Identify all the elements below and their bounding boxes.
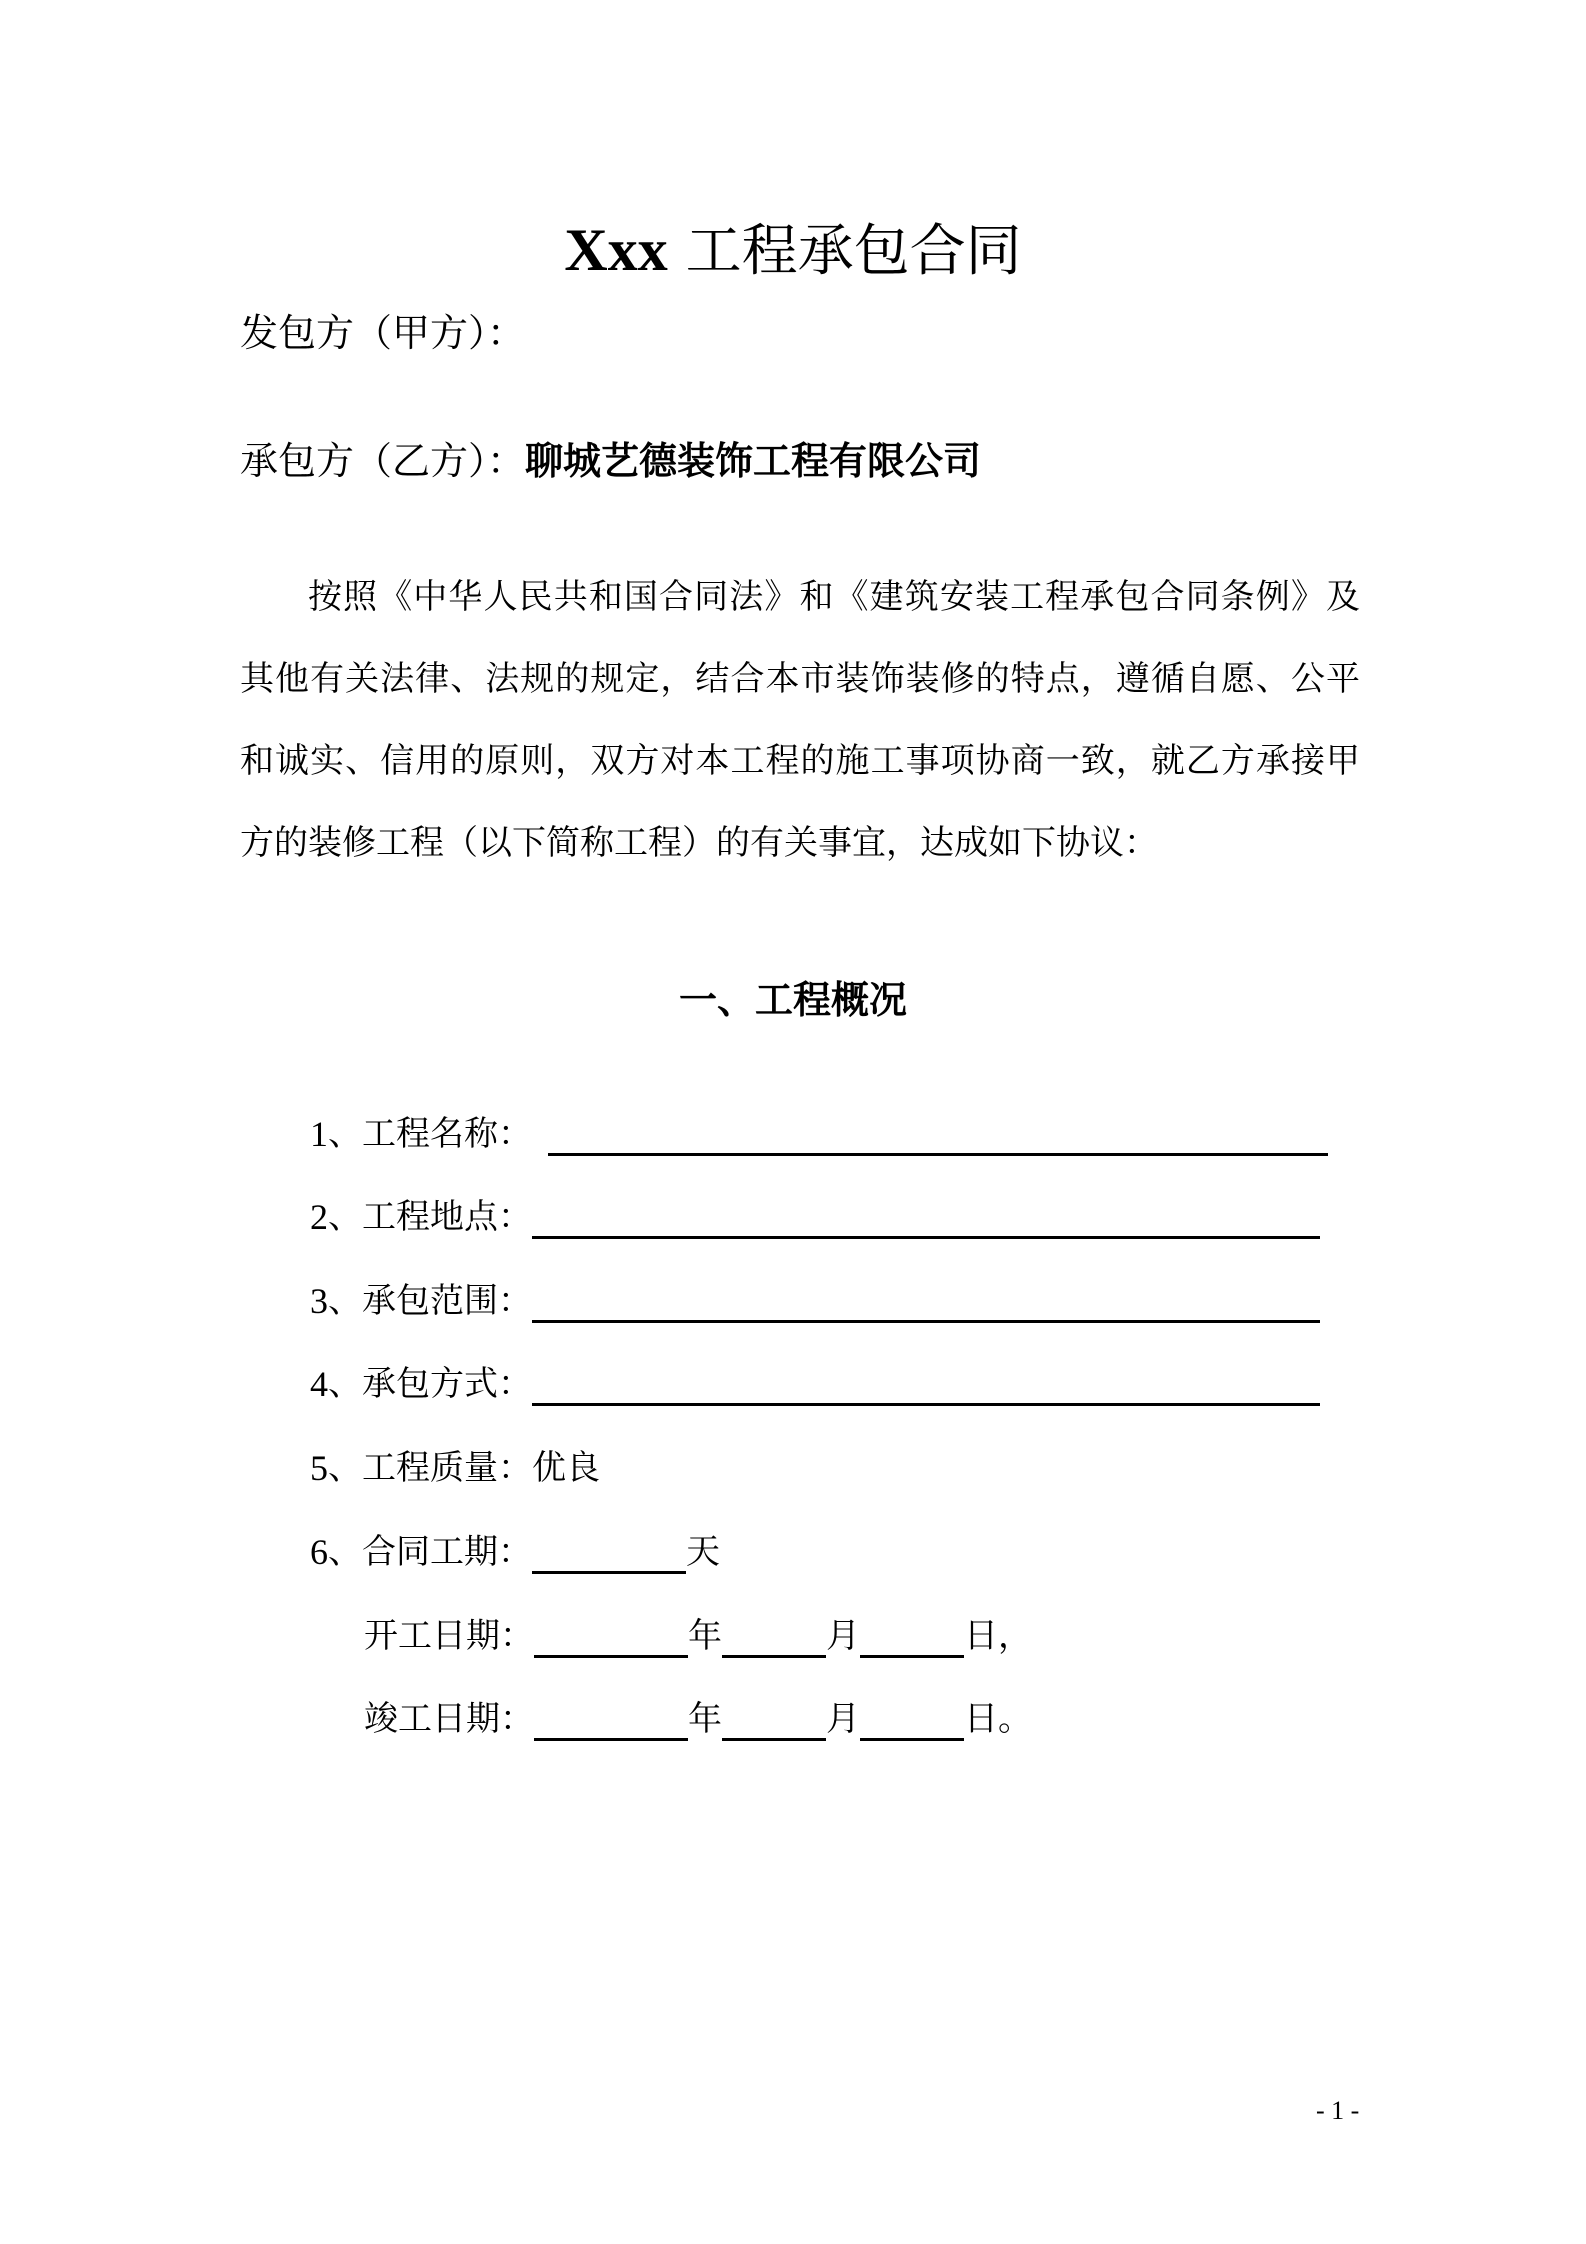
start-year-field[interactable] <box>534 1617 688 1658</box>
item-label: 、承包范围： <box>328 1281 532 1321</box>
month-unit: 月 <box>826 1616 860 1656</box>
item-label: 、工程名称： <box>328 1114 532 1154</box>
party-a-line <box>240 308 525 358</box>
item-project-quality <box>310 1446 600 1490</box>
item-number: 6 <box>310 1532 328 1572</box>
day-unit: 日， <box>964 1616 1032 1656</box>
start-day-field[interactable] <box>860 1617 964 1658</box>
day-unit: 日。 <box>964 1699 1032 1739</box>
item-label: 、工程质量： <box>328 1448 532 1488</box>
title-cn: 工程承包合同 <box>685 219 1022 284</box>
section-heading: 一、工程概况 <box>678 978 907 1022</box>
intro-paragraph: 按照《中华人民共和国合同法》和《建筑安装工程承包合同条例》及其他有关法律、法规的规定，结合本市装饰装修的特点，遵循自愿、公平和诚实、信用的原则，双方对本工程的施工事项协商一致，就乙方承接甲方的装修工程（以下简称工程）的有关事宜，达成如下协议： <box>240 577 1360 863</box>
contract-method-field[interactable] <box>532 1365 1320 1406</box>
item-number: 2 <box>310 1197 328 1237</box>
item-project-location <box>310 1195 1320 1239</box>
document-title <box>0 215 1586 287</box>
item-label: 、合同工期： <box>328 1532 532 1572</box>
party-b-line <box>240 436 981 486</box>
page-number: - 1 - <box>1316 2096 1360 2125</box>
start-date-label: 开工日期： <box>364 1616 534 1656</box>
item-number: 5 <box>310 1448 328 1488</box>
start-date-line <box>364 1614 1032 1658</box>
end-month-field[interactable] <box>722 1700 826 1741</box>
end-day-field[interactable] <box>860 1700 964 1741</box>
party-a-label: 发包方（甲方）： <box>240 311 526 355</box>
month-unit: 月 <box>826 1699 860 1739</box>
project-location-field[interactable] <box>532 1198 1320 1239</box>
end-date-line <box>364 1697 1032 1741</box>
unit-days: 天 <box>686 1532 720 1572</box>
title-latin: Xxx <box>564 217 668 283</box>
item-number: 1 <box>310 1114 328 1154</box>
project-name-field[interactable] <box>548 1115 1328 1156</box>
item-label: 、承包方式： <box>328 1364 532 1404</box>
item-contract-method <box>310 1362 1320 1406</box>
party-b-value: 聊城艺德装饰工程有限公司 <box>525 439 982 483</box>
end-date-label: 竣工日期： <box>364 1699 534 1739</box>
year-unit: 年 <box>688 1699 722 1739</box>
item-project-name <box>310 1112 1328 1156</box>
item-label: 、工程地点： <box>328 1197 532 1237</box>
project-quality-value: 优良 <box>532 1448 600 1488</box>
end-year-field[interactable] <box>534 1700 688 1741</box>
year-unit: 年 <box>688 1616 722 1656</box>
contract-scope-field[interactable] <box>532 1282 1320 1323</box>
item-contract-scope <box>310 1279 1320 1323</box>
item-contract-period <box>310 1530 720 1574</box>
item-number: 4 <box>310 1364 328 1404</box>
party-b-label: 承包方（乙方）： <box>240 439 526 483</box>
start-month-field[interactable] <box>722 1617 826 1658</box>
item-number: 3 <box>310 1281 328 1321</box>
contract-period-field[interactable] <box>532 1533 686 1574</box>
